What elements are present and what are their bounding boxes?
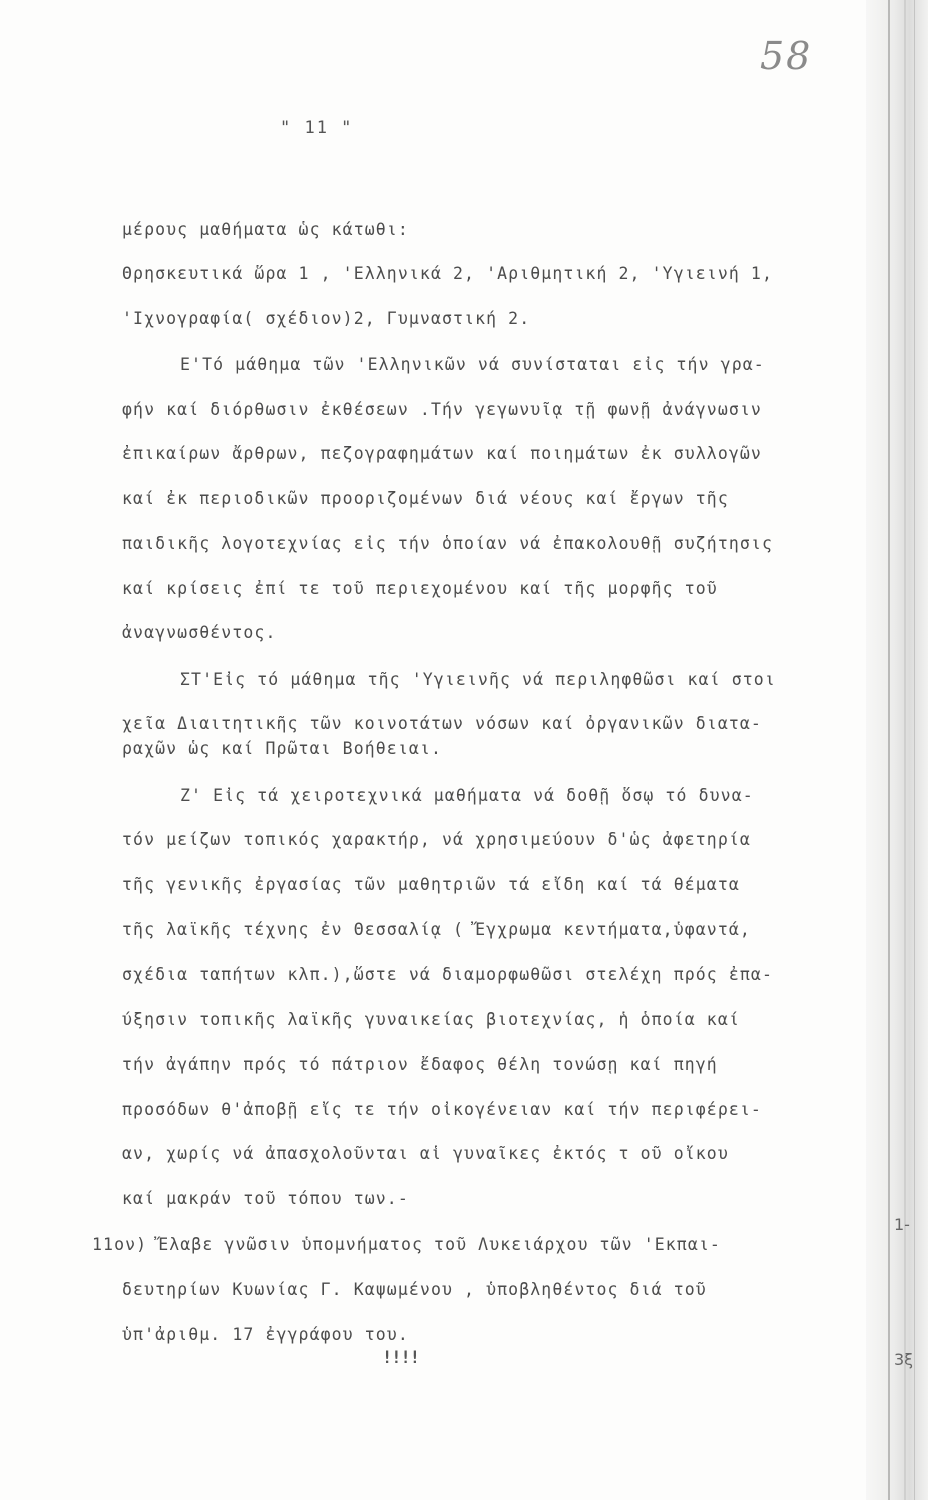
text-line: τῆς λαϊκῆς τέχνης ἐν Θεσσαλίᾳ ( Ἔγχρωμα κεντήματα,ὑφαντά, (122, 920, 751, 939)
page-edge-line (888, 0, 890, 1500)
text-line: τῆς γενικῆς ἐργασίας τῶν μαθητριῶν τά εἴδη καί τά θέματα (122, 875, 740, 894)
page-edge-shadow (866, 0, 928, 1500)
text-line: Ζ' Εἰς τά χειροτεχνικά μαθήματα νά δοθῇ ὅσῳ τό δυνα- (180, 786, 754, 805)
margin-mark: 3ξ (894, 1350, 914, 1369)
text-line: ἀναγνωσθέντος. (122, 623, 277, 642)
text-line: παιδικῆς λογοτεχνίας εἰς τήν ὁποίαν νά ἐπακολουθῇ συζήτησις (122, 534, 773, 553)
end-mark: !!!! (382, 1348, 419, 1368)
text-line: τόν μείζων τοπικός χαρακτήρ, νά χρησιμεύουν δ'ὡς ἀφετηρία (122, 830, 751, 849)
page-edge-line (914, 0, 915, 1500)
text-line: 11ον) Ἔλαβε γνῶσιν ὑπομνήματος τοῦ Λυκειάρχου τῶν 'Εκπαι- (92, 1235, 721, 1254)
text-line: ἐπικαίρων ἄρθρων, πεζογραφημάτων καί ποιημάτων ἐκ συλλογῶν (122, 444, 762, 463)
text-line: 'Ιχνογραφία( σχέδιον)2, Γυμναστική 2. (122, 309, 531, 328)
text-line: φήν καί διόρθωσιν ἐκθέσεων .Τήν γεγωνυῖᾳ τῇ φωνῇ ἀνάγνωσιν (122, 400, 762, 419)
text-line: προσόδων θ'ἀποβῇ εἴς τε τήν οἰκογένειαν καί τήν περιφέρει- (122, 1100, 762, 1119)
handwritten-page-number: 58 (760, 34, 813, 78)
text-line: καί ἐκ περιοδικῶν προοριζομένων διά νέους καί ἔργων τῆς (122, 489, 729, 508)
text-line: χεῖα Διαιτητικῆς τῶν κοινοτάτων νόσων καί ὀργανικῶν διατα- (122, 714, 762, 733)
margin-mark: 1- (894, 1215, 910, 1234)
text-line: τήν ἀγάπην πρός τό πάτριον ἔδαφος θέλη τονώσῃ καί πηγή (122, 1055, 718, 1074)
text-line: ύξησιν τοπικῆς λαϊκῆς γυναικείας βιοτεχνίας, ἡ ὁποία καί (122, 1010, 740, 1029)
text-line: μέρους μαθήματα ὡς κάτωθι: (122, 220, 409, 239)
text-line: ΣΤ'Εἰς τό μάθημα τῆς 'Υγιεινῆς νά περιληφθῶσι καί στοι (180, 670, 776, 689)
text-line: αν, χωρίς νά ἀπασχολοῦνται αἱ γυναῖκες ἐκτός τ οῦ οἴκου (122, 1144, 729, 1163)
text-line: ὑπ'ἀριθμ. 17 ἐγγράφου του. (122, 1325, 409, 1344)
page-number: " 11 " (280, 118, 354, 138)
text-line: καί μακράν τοῦ τόπου των.- (122, 1189, 409, 1208)
text-line: Θρησκευτικά ὥρα 1 , 'Ελληνικά 2, 'Αριθμητική 2, 'Υγιεινή 1, (122, 264, 773, 283)
text-line: δευτηρίων Κυωνίας Γ. Καψωμένου , ὑποβληθέντος διά τοῦ (122, 1280, 707, 1299)
text-line: καί κρίσεις ἐπί τε τοῦ περιεχομένου καί τῆς μορφῆς τοῦ (122, 579, 718, 598)
text-line: ραχῶν ὡς καί Πρῶται Βοήθειαι. (122, 739, 442, 758)
text-line: Ε'Τό μάθημα τῶν 'Ελληνικῶν νά συνίσταται εἰς τήν γρα- (180, 355, 765, 374)
text-line: σχέδια ταπήτων κλπ.),ὥστε νά διαμορφωθῶσι στελέχη πρός ἐπα- (122, 965, 773, 984)
page-edge-line (904, 0, 906, 1500)
